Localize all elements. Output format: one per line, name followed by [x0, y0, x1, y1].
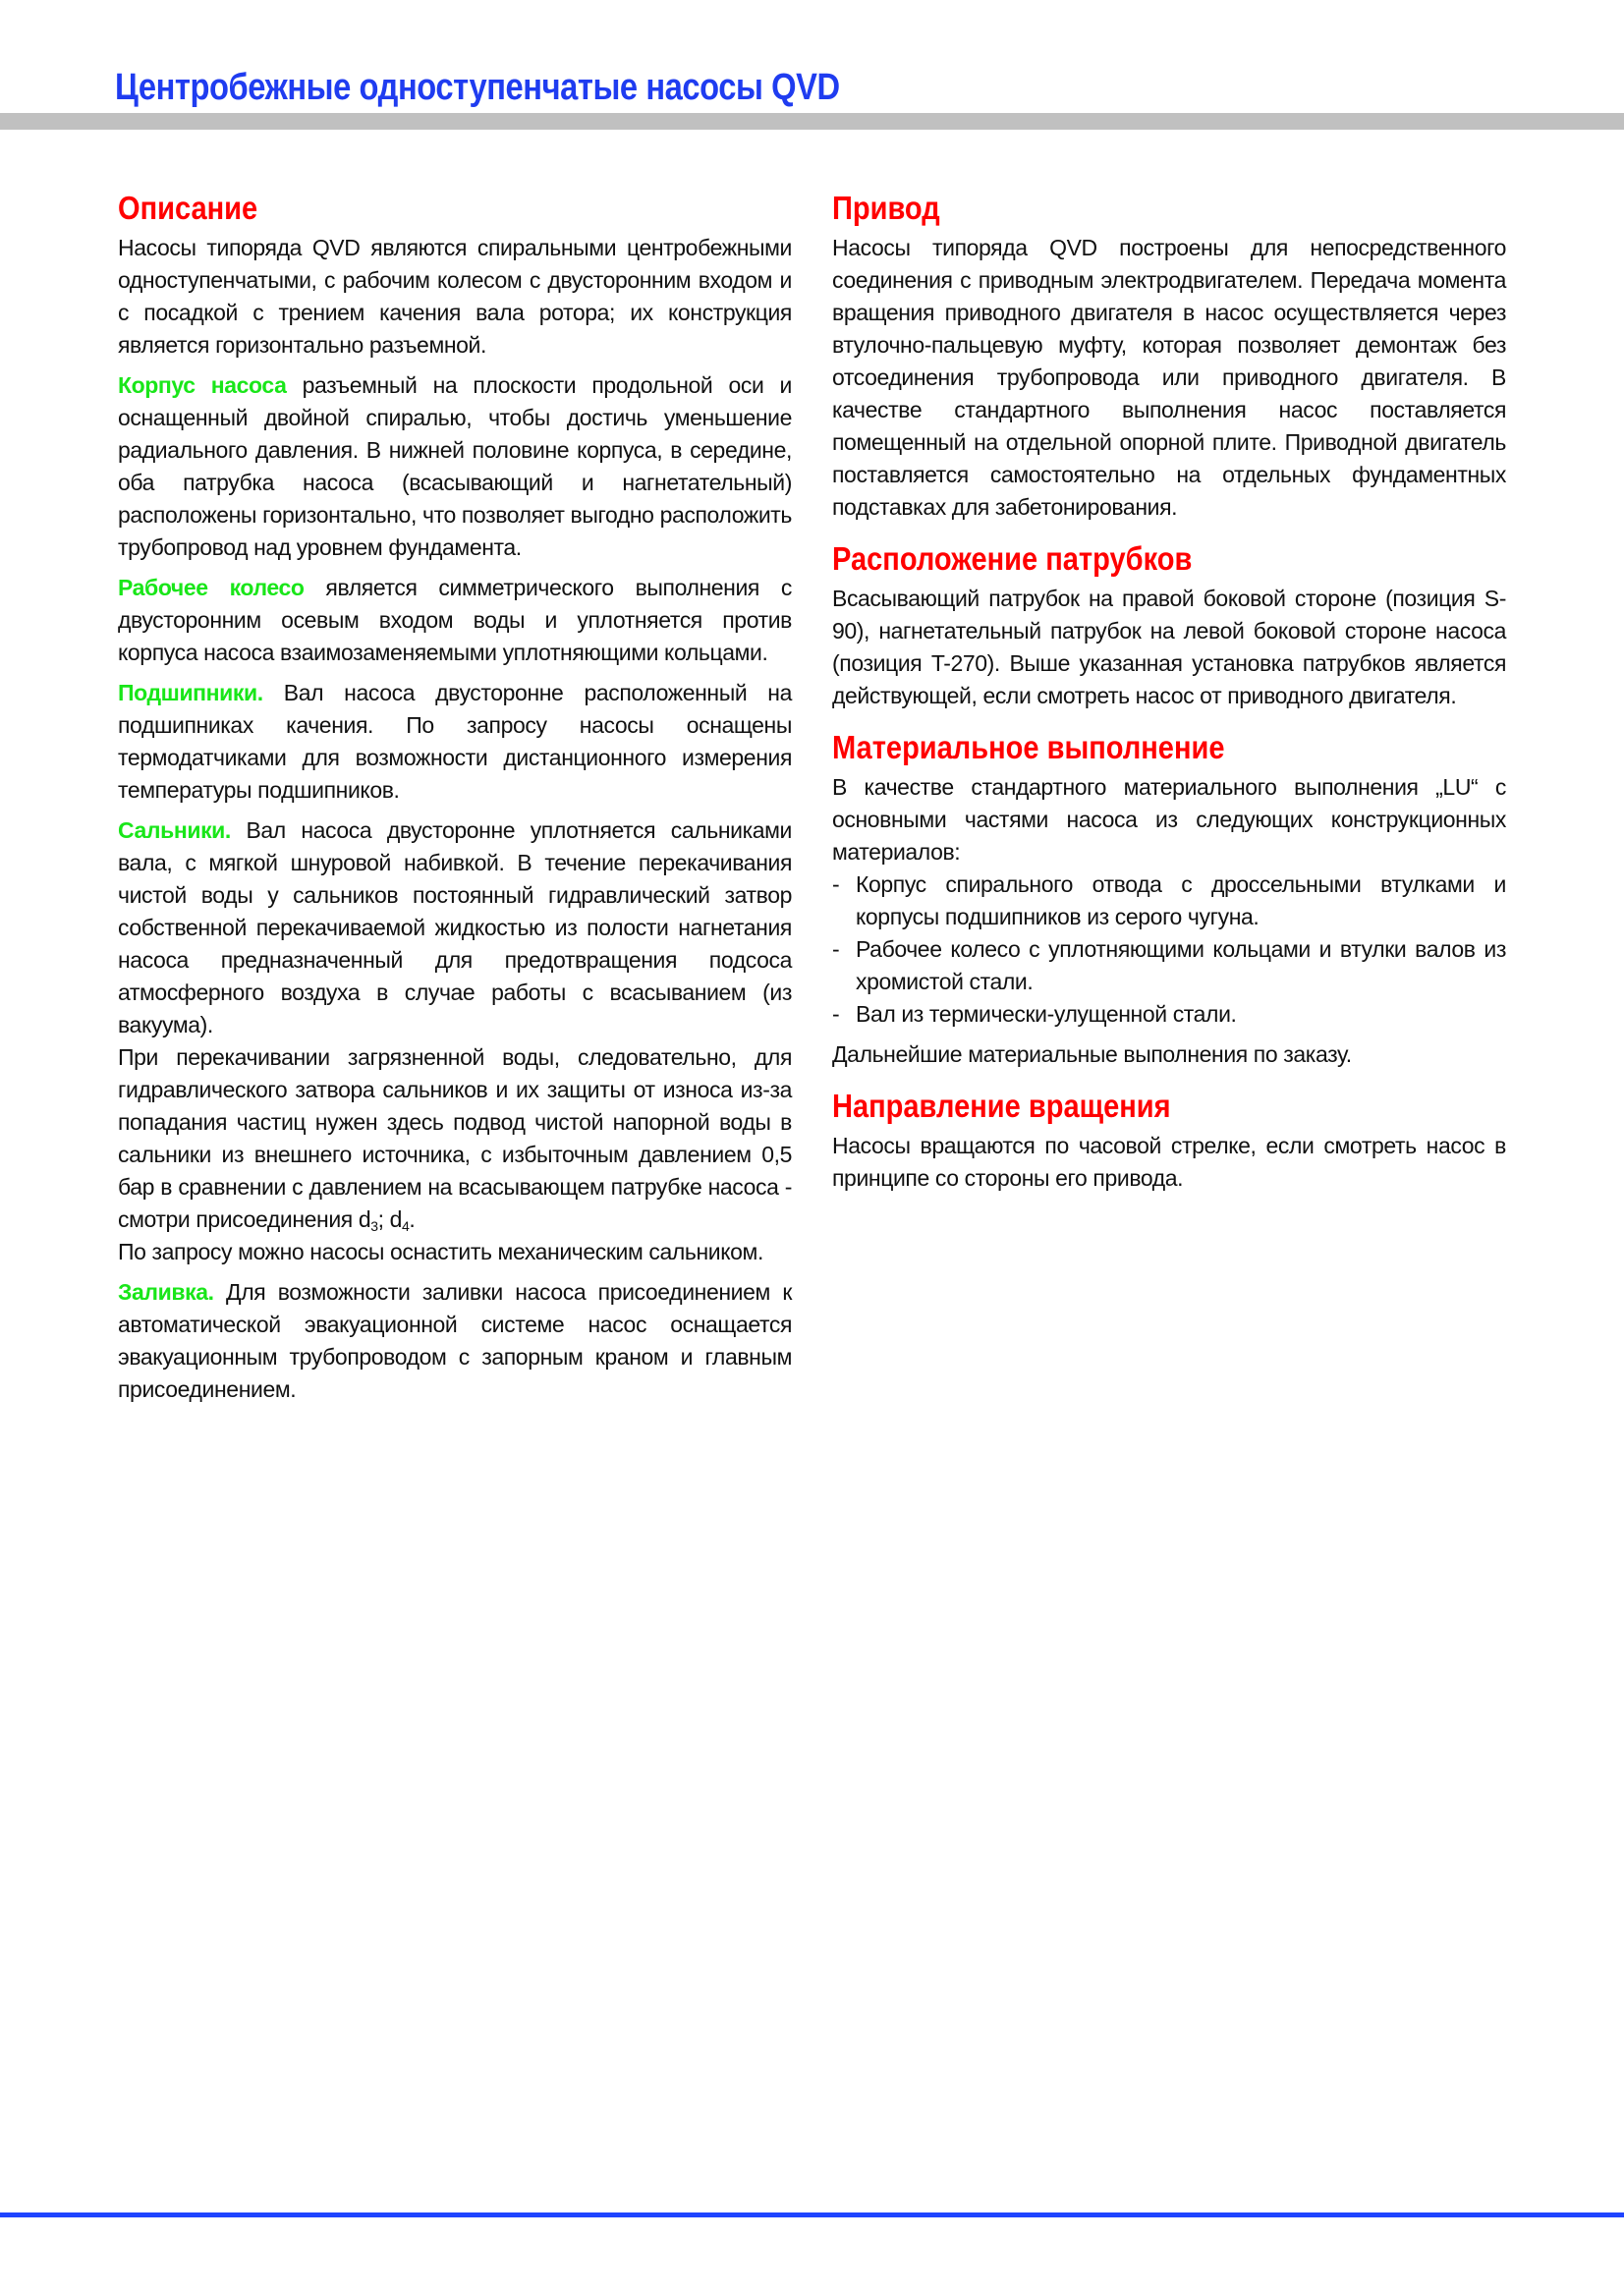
section-title-drive: Привод	[832, 190, 940, 226]
connection-separator: ; d	[377, 1206, 403, 1232]
materials-intro: В качестве стандартного материального выполнения „LU“ с основными частями насоса из следующих конструкционных материалов:	[832, 774, 1506, 865]
section-title-description: Описание	[118, 190, 258, 226]
dash-bullet-icon: -	[832, 936, 840, 962]
connection-d3-subscript: 3	[370, 1218, 378, 1234]
dash-bullet-icon: -	[832, 1001, 840, 1027]
connection-end: .	[409, 1206, 416, 1232]
materials-footer: Дальнейшие материальные выполнения по заказу.	[832, 1041, 1352, 1067]
glands-paragraph	[118, 814, 792, 1041]
rotation-paragraph: Насосы вращаются по часовой стрелке, если смотреть насос в принципе со стороны его привода.	[832, 1133, 1506, 1191]
casing-paragraph	[118, 369, 792, 564]
impeller-text: является симметрического выполнения с двусторонним осевым входом воды и уплотняется против корпуса насоса взаимозаменяемыми уплотняющими кольцами.	[118, 575, 792, 665]
materials-list-item	[832, 998, 1506, 1031]
section-title-materials: Материальное выполнение	[832, 729, 1225, 765]
nozzles-paragraph: Всасывающий патрубок на правой боковой стороне (позиция S-90), нагнетательный патрубок на левой боковой стороне насоса (позиция T-270). Выше указанная установка патрубков является действующей, если смотреть насос от приводного двигателя.	[832, 586, 1506, 708]
materials-list-item	[832, 933, 1506, 998]
materials-list	[832, 868, 1506, 1031]
materials-item-text: Корпус спирального отвода с дроссельными втулками и корпусы подшипников из серого чугуна.	[856, 871, 1506, 929]
casing-lead: Корпус насоса	[118, 372, 287, 398]
dash-bullet-icon: -	[832, 871, 840, 897]
materials-item-text: Вал из термически-улущенной стали.	[856, 1001, 1237, 1027]
connection-d4-subscript: 4	[402, 1218, 410, 1234]
bearings-text: Вал насоса двусторонне расположенный на подшипниках качения. По запросу насосы оснащены термодатчиками для возможности дистанционного измерения температуры подшипников.	[118, 680, 792, 803]
section-title-nozzles: Расположение патрубков	[832, 540, 1193, 577]
drive-paragraph: Насосы типоряда QVD построены для непосредственного соединения с приводным электродвигателем. Передача момента вращения приводного двигателя в насос осуществляется через втулочно-пальцевую муфту, которая позволяет демонтаж без отсоединения трубопровода или приводного двигателя. В качестве стандартного выполнения насос поставляется помещенный на отдельной опорной плите. Приводной двигатель поставляется самостоятельно на отдельных фундаментных подставках для забетонирования.	[832, 235, 1506, 520]
priming-text: Для возможности заливки насоса присоединением к автоматической эвакуационной системе насос оснащается эвакуационным трубопроводом с запорным краном и главным присоединением.	[118, 1279, 792, 1402]
description-intro: Насосы типоряда QVD являются спиральными центробежными одноступенчатыми, с рабочим колесом с двусторонним входом и с посадкой с трением качения вала ротора; их конструкция является горизонтально разъемной.	[118, 235, 792, 358]
page-title: Центробежные одноступенчатые насосы QVD	[115, 67, 840, 108]
section-title-rotation: Направление вращения	[832, 1088, 1171, 1124]
priming-lead: Заливка.	[118, 1279, 214, 1305]
bearings-lead: Подшипники.	[118, 680, 263, 705]
right-column	[832, 187, 1506, 1203]
left-column	[118, 187, 792, 1414]
footer-divider-line	[0, 2212, 1624, 2217]
glands-text: Вал насоса двусторонне уплотняется сальниками вала, с мягкой шнуровой набивкой. В течение перекачивания чистой воды у сальников постоянный гидравлический затвор собственной перекачиваемой жидкостью из полости нагнетания насоса предназначенный для предотвращения подсоса атмосферного воздуха в случае работы с всасыванием (из вакуума).	[118, 817, 792, 1037]
dirty-water-text: При перекачивании загрязненной воды, следовательно, для гидравлического затвора сальников и их защиты от износа из-за попадания частиц нужен здесь подвод чистой напорной воды в сальники из внешнего источника, с избыточным давлением 0,5 бар в сравнении с давлением на всасывающем патрубке насоса - смотри присоединения d	[118, 1044, 792, 1232]
dirty-water-paragraph	[118, 1041, 792, 1236]
materials-list-item	[832, 868, 1506, 933]
impeller-lead: Рабочее колесо	[118, 575, 305, 600]
impeller-paragraph	[118, 572, 792, 669]
mechanical-seal-paragraph: По запросу можно насосы оснастить механическим сальником.	[118, 1239, 763, 1264]
materials-item-text: Рабочее колесо с уплотняющими кольцами и втулки валов из хромистой стали.	[856, 936, 1506, 994]
casing-text: разъемный на плоскости продольной оси и оснащенный двойной спиралью, чтобы достичь уменьшение радиального давления. В нижней половине корпуса, в середине, оба патрубка насоса (всасывающий и нагнетательный) расположены горизонтально, что позволяет выгодно расположить трубопровод над уровнем фундамента.	[118, 372, 792, 560]
glands-lead: Сальники.	[118, 817, 231, 843]
header-divider-bar	[0, 113, 1624, 130]
priming-paragraph	[118, 1276, 792, 1406]
bearings-paragraph	[118, 677, 792, 807]
